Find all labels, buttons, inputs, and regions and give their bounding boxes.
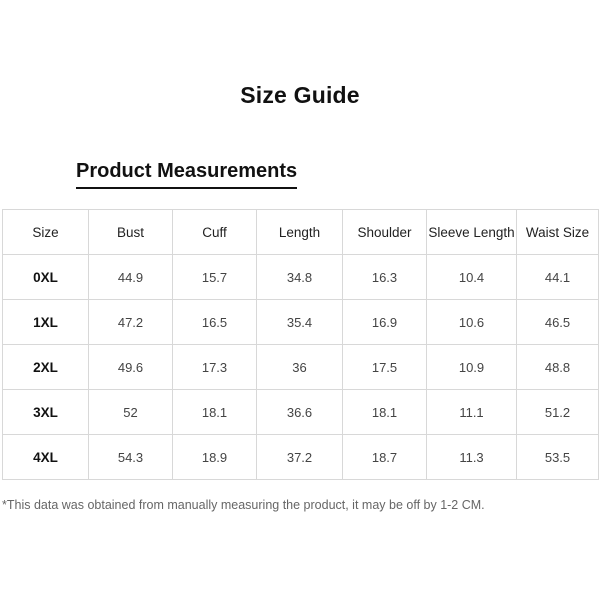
cuff-cell: 18.9	[173, 435, 257, 480]
table-header-row	[3, 210, 599, 255]
column-header-shoulder: Shoulder	[343, 210, 427, 255]
waist-size-cell: 46.5	[517, 300, 599, 345]
table-row	[3, 300, 599, 345]
waist-size-cell: 51.2	[517, 390, 599, 435]
size-table	[2, 209, 599, 480]
column-header-length: Length	[257, 210, 343, 255]
sleeve-length-cell: 11.3	[427, 435, 517, 480]
bust-cell: 52	[89, 390, 173, 435]
page-title: Size Guide	[240, 82, 360, 108]
bust-cell: 54.3	[89, 435, 173, 480]
column-header-cuff: Cuff	[173, 210, 257, 255]
column-header-sleeve-length: Sleeve Length	[427, 210, 517, 255]
length-cell: 36	[257, 345, 343, 390]
sleeve-length-cell: 10.9	[427, 345, 517, 390]
size-cell: 2XL	[3, 345, 89, 390]
size-cell: 4XL	[3, 435, 89, 480]
shoulder-cell: 18.1	[343, 390, 427, 435]
sleeve-length-cell: 10.4	[427, 255, 517, 300]
bust-cell: 44.9	[89, 255, 173, 300]
waist-size-cell: 48.8	[517, 345, 599, 390]
cuff-cell: 15.7	[173, 255, 257, 300]
shoulder-cell: 16.9	[343, 300, 427, 345]
size-cell: 0XL	[3, 255, 89, 300]
shoulder-cell: 18.7	[343, 435, 427, 480]
column-header-waist-size: Waist Size	[517, 210, 599, 255]
length-cell: 37.2	[257, 435, 343, 480]
length-cell: 34.8	[257, 255, 343, 300]
cuff-cell: 17.3	[173, 345, 257, 390]
waist-size-cell: 44.1	[517, 255, 599, 300]
size-cell: 3XL	[3, 390, 89, 435]
length-cell: 36.6	[257, 390, 343, 435]
sleeve-length-cell: 10.6	[427, 300, 517, 345]
section-title: Product Measurements	[76, 160, 297, 189]
table-row	[3, 390, 599, 435]
size-cell: 1XL	[3, 300, 89, 345]
cuff-cell: 18.1	[173, 390, 257, 435]
shoulder-cell: 17.5	[343, 345, 427, 390]
table-row	[3, 345, 599, 390]
column-header-size: Size	[3, 210, 89, 255]
table-row	[3, 435, 599, 480]
bust-cell: 49.6	[89, 345, 173, 390]
size-table-container	[2, 209, 598, 480]
bust-cell: 47.2	[89, 300, 173, 345]
waist-size-cell: 53.5	[517, 435, 599, 480]
column-header-bust: Bust	[89, 210, 173, 255]
length-cell: 35.4	[257, 300, 343, 345]
table-row	[3, 255, 599, 300]
cuff-cell: 16.5	[173, 300, 257, 345]
shoulder-cell: 16.3	[343, 255, 427, 300]
sleeve-length-cell: 11.1	[427, 390, 517, 435]
measurement-disclaimer: *This data was obtained from manually measuring the product, it may be off by 1-2 CM.	[2, 498, 485, 512]
